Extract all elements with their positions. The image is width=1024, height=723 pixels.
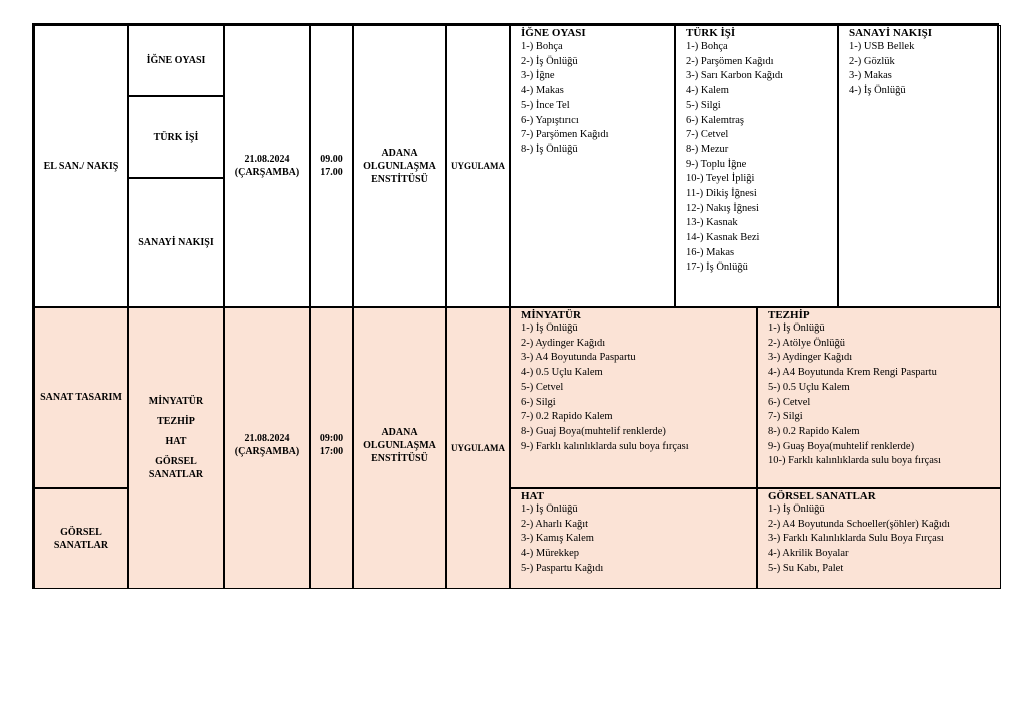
- category-sanat-tasarim: [34, 307, 128, 488]
- materials-title: MİNYATÜR: [521, 309, 581, 321]
- place-line: ENSTİTÜSÜ: [371, 173, 428, 185]
- time-end: 17:00: [319, 446, 344, 457]
- time-start: 09:00: [319, 433, 344, 444]
- material-item: 6-) Silgi: [521, 396, 556, 408]
- material-item: 7-) Cetvel: [686, 129, 729, 141]
- material-item: 4-) İş Önlüğü: [849, 85, 906, 97]
- material-item: 3-) Aydinger Kağıdı: [768, 352, 853, 364]
- materials-title: İĞNE OYASI: [521, 27, 586, 39]
- exam-type-label: UYGULAMA: [451, 160, 505, 171]
- material-item: 9-) Toplu İğne: [686, 158, 747, 170]
- branches-sanat: [128, 307, 224, 589]
- material-item: 1-) İş Önlüğü: [768, 323, 825, 334]
- materials-tezhip: [757, 307, 1001, 488]
- material-item: 7-) Parşömen Kağıdı: [521, 129, 609, 141]
- place-line: ENSTİTÜSÜ: [371, 453, 428, 464]
- material-item: 17-) İş Önlüğü: [686, 261, 748, 273]
- material-item: 8-) Mezur: [686, 143, 729, 155]
- category-label: SANAT TASARIM: [40, 392, 122, 403]
- materials-title: HAT: [521, 490, 545, 502]
- material-item: 4-) Kalem: [686, 85, 729, 97]
- place-line: ADANA: [381, 147, 418, 159]
- material-item: 1-) İş Önlüğü: [768, 504, 825, 515]
- day-text: (ÇARŞAMBA): [234, 446, 300, 457]
- material-item: 8-) 0.2 Rapido Kalem: [768, 425, 860, 437]
- exam-place: [353, 307, 446, 589]
- exam-schedule-table: [32, 23, 999, 589]
- material-item: 1-) Bohça: [686, 41, 728, 52]
- material-item: 4-) Makas: [521, 85, 564, 97]
- date-text: 21.08.2024: [244, 433, 290, 444]
- material-item: 3-) İğne: [521, 70, 555, 82]
- place-line: OLGUNLAŞMA: [363, 160, 436, 172]
- material-item: 5-) Silgi: [686, 99, 721, 111]
- material-item: 2-) İş Önlüğü: [521, 55, 578, 67]
- materials-turk-isi: [675, 25, 838, 307]
- material-item: 7-) 0.2 Rapido Kalem: [521, 411, 613, 423]
- materials-sanayi-nakisi: [838, 25, 1001, 307]
- materials-igne-oyasi: [510, 25, 675, 307]
- material-item: 16-) Makas: [686, 246, 735, 258]
- material-item: 9-) Guaş Boya(muhtelif renklerde): [768, 440, 915, 452]
- exam-type-label: UYGULAMA: [451, 443, 505, 453]
- branch-turk-isi: [128, 96, 224, 178]
- branch-label: HAT: [165, 436, 187, 447]
- exam-date: [224, 307, 310, 589]
- materials-gorsel-sanatlar: [757, 488, 1001, 589]
- material-item: 5-) Cetvel: [521, 381, 564, 393]
- branch-label: TÜRK İŞİ: [153, 131, 199, 143]
- material-item: 8-) İş Önlüğü: [521, 143, 578, 155]
- material-item: 13-) Kasnak: [686, 217, 738, 229]
- category-label: GÖRSEL SANATLAR: [53, 526, 109, 551]
- branch-label: İĞNE OYASI: [146, 55, 206, 66]
- material-item: 4-) Mürekkep: [521, 548, 580, 560]
- material-item: 3-) Makas: [849, 70, 892, 82]
- material-item: 3-) Sarı Karbon Kağıdı: [686, 70, 784, 82]
- material-item: 11-) Dikiş İğnesi: [686, 188, 757, 200]
- material-item: 3-) Kamış Kalem: [521, 533, 594, 545]
- material-item: 3-) A4 Boyutunda Paspartu: [521, 352, 636, 364]
- material-item: 1-) Bohça: [521, 41, 563, 52]
- material-item: 5-) Paspartu Kağıdı: [521, 562, 604, 574]
- exam-time: [310, 307, 353, 589]
- category-label: EL SAN./ NAKIŞ: [43, 160, 119, 172]
- material-item: 5-) Su Kabı, Palet: [768, 562, 844, 574]
- material-item: 3-) Farklı Kalınlıklarda Sulu Boya Fırçası: [768, 533, 944, 545]
- materials-title: TÜRK İŞİ: [686, 27, 736, 39]
- material-item: 10-) Farklı kalınlıklarda sulu boya fırçası: [768, 455, 941, 467]
- place-line: ADANA: [381, 427, 418, 438]
- material-item: 6-) Cetvel: [768, 396, 811, 408]
- material-item: 2-) Aharlı Kağıt: [521, 518, 589, 530]
- category-gorsel-sanatlar: [34, 488, 128, 589]
- branch-label: GÖRSEL SANATLAR: [148, 456, 204, 480]
- material-item: 2-) A4 Boyutunda Schoeller(şöhler) Kağıdı: [768, 518, 950, 530]
- material-item: 6-) Kalemtraş: [686, 114, 745, 126]
- date-text: 21.08.2024: [244, 154, 290, 165]
- material-item: 1-) İş Önlüğü: [521, 504, 578, 515]
- material-item: 2-) Atölye Önlüğü: [768, 337, 845, 349]
- materials-title: TEZHİP: [768, 309, 810, 321]
- material-item: 6-) Yapıştırıcı: [521, 114, 579, 126]
- day-text: (ÇARŞAMBA): [234, 167, 300, 178]
- materials-hat: [510, 488, 757, 589]
- material-item: 7-) Silgi: [768, 411, 803, 423]
- material-item: 4-) A4 Boyutunda Krem Rengi Paspartu: [768, 367, 937, 379]
- exam-time: [310, 25, 353, 307]
- materials-title: GÖRSEL SANATLAR: [768, 490, 876, 502]
- materials-minyatur: [510, 307, 757, 488]
- branch-igne-oyasi: [128, 25, 224, 96]
- material-item: 8-) Guaj Boya(muhtelif renklerde): [521, 425, 666, 437]
- material-item: 9-) Farklı kalınlıklarda sulu boya fırçası: [521, 440, 689, 452]
- material-item: 14-) Kasnak Bezi: [686, 232, 760, 244]
- time-end: 17.00: [320, 167, 343, 178]
- material-item: 4-) 0.5 Uçlu Kalem: [521, 367, 603, 379]
- exam-type: [446, 25, 510, 307]
- material-item: 4-) Akrilik Boyalar: [768, 548, 849, 560]
- time-start: 09.00: [320, 154, 343, 165]
- material-item: 1-) İş Önlüğü: [521, 323, 578, 334]
- branch-label: SANAYİ NAKIŞI: [138, 237, 214, 248]
- branch-label: TEZHİP: [157, 416, 195, 427]
- place-line: OLGUNLAŞMA: [363, 440, 436, 451]
- material-item: 5-) İnce Tel: [521, 99, 570, 111]
- material-item: 2-) Aydinger Kağıdı: [521, 337, 606, 349]
- material-item: 2-) Parşömen Kağıdı: [686, 55, 774, 67]
- exam-type: [446, 307, 510, 589]
- material-item: 10-) Teyel İpliği: [686, 173, 755, 185]
- material-item: 12-) Nakış İğnesi: [686, 202, 759, 214]
- material-item: 2-) Gözlük: [849, 55, 895, 67]
- material-item: 1-) USB Bellek: [849, 41, 915, 52]
- category-el-san-nakis: [34, 25, 128, 307]
- exam-date: [224, 25, 310, 307]
- branch-label: MİNYATÜR: [148, 396, 204, 407]
- material-item: 5-) 0.5 Uçlu Kalem: [768, 381, 850, 393]
- branch-sanayi-nakisi: [128, 178, 224, 307]
- exam-place: [353, 25, 446, 307]
- materials-title: SANAYİ NAKIŞI: [849, 27, 933, 39]
